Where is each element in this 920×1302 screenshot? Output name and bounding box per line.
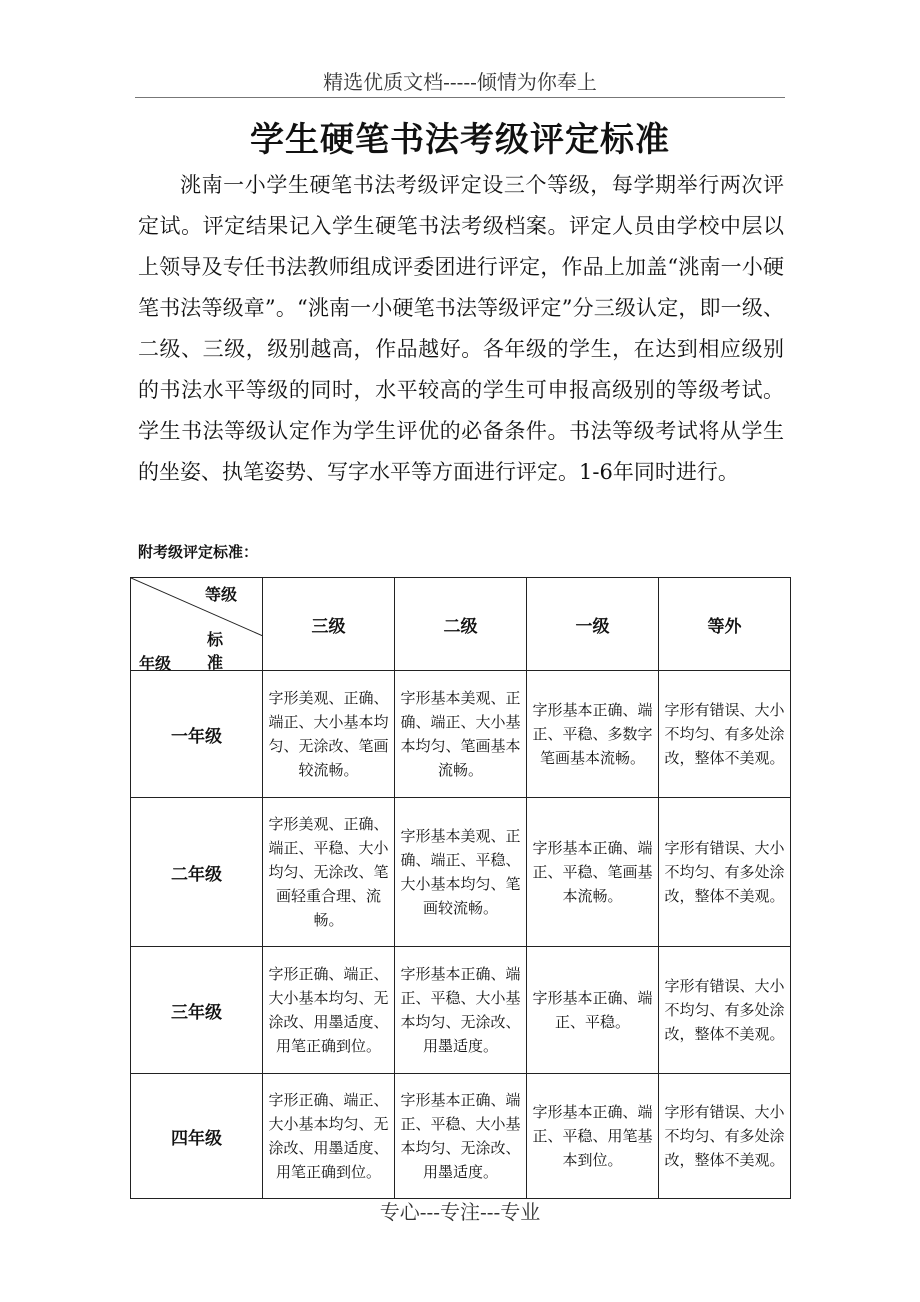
table-row: [131, 1074, 791, 1199]
table-cell: 字形基本正确、端正、平稳、大小基本均匀、无涂改、用墨适度。: [395, 1074, 527, 1199]
corner-label-year: 年级: [139, 654, 172, 673]
header-divider: [135, 97, 785, 98]
table-cell: 字形美观、正确、端正、大小基本均匀、无涂改、笔画较流畅。: [263, 671, 395, 798]
table-cell: 字形正确、端正、大小基本均匀、无涂改、用墨适度、用笔正确到位。: [263, 1074, 395, 1199]
diagonal-corner-cell: [131, 578, 263, 671]
table-cell: 字形有错误、大小不均匀、有多处涂改，整体不美观。: [659, 671, 791, 798]
page-header: 精选优质文档-----倾情为你奉上: [323, 70, 597, 94]
table-cell: 字形有错误、大小不均匀、有多处涂改，整体不美观。: [659, 947, 791, 1074]
column-header: 等外: [659, 578, 791, 671]
table-row: [131, 947, 791, 1074]
corner-label-standard: 标准: [207, 630, 238, 672]
table-caption: 附考级评定标准：: [138, 543, 259, 561]
corner-label-grade: 等级: [205, 585, 238, 604]
row-header: 三年级: [131, 947, 263, 1074]
column-header: 一级: [527, 578, 659, 671]
table-cell: 字形基本正确、端正、平稳、大小基本均匀、无涂改、用墨适度。: [395, 947, 527, 1074]
table-cell: 字形美观、正确、端正、平稳、大小均匀、无涂改、笔画轻重合理、流畅。: [263, 798, 395, 947]
table-cell: 字形基本正确、端正、平稳。: [527, 947, 659, 1074]
table-cell: 字形基本正确、端正、平稳、用笔基本到位。: [527, 1074, 659, 1199]
page-footer: 专心---专注---专业: [379, 1200, 541, 1224]
table-cell: 字形基本正确、端正、平稳、多数字笔画基本流畅。: [527, 671, 659, 798]
document-title: 学生硬笔书法考级评定标准: [250, 120, 670, 160]
row-header: 四年级: [131, 1074, 263, 1199]
column-header: 三级: [263, 578, 395, 671]
table-header-row: [131, 578, 791, 671]
row-header: 二年级: [131, 798, 263, 947]
table-cell: 字形正确、端正、大小基本均匀、无涂改、用墨适度、用笔正确到位。: [263, 947, 395, 1074]
row-header: 一年级: [131, 671, 263, 798]
table-cell: 字形有错误、大小不均匀、有多处涂改，整体不美观。: [659, 798, 791, 947]
table-row: [131, 671, 791, 798]
intro-paragraph: 洮南一小学生硬笔书法考级评定设三个等级，每学期举行两次评定试。评定结果记入学生硬笔书法考级档案。评定人员由学校中层以上领导及专任书法教师组成评委团进行评定，作品上加盖“洮南一小硬笔书法等级章”。“洮南一小硬笔书法等级评定”分三级认定，即一级、二级、三级，级别越高，作品越好。各年级的学生，在达到相应级别的书法水平等级的同时，水平较高的学生可申报高级别的等级考试。学生书法等级认定作为学生评优的必备条件。书法等级考试将从学生的坐姿、执笔姿势、写字水平等方面进行评定。1-6年同时进行。: [138, 173, 784, 484]
column-header: 二级: [395, 578, 527, 671]
table-cell: 字形基本美观、正确、端正、平稳、大小基本均匀、笔画较流畅。: [395, 798, 527, 947]
table-row: [131, 798, 791, 947]
table-cell: 字形有错误、大小不均匀、有多处涂改，整体不美观。: [659, 1074, 791, 1199]
table-cell: 字形基本美观、正确、端正、大小基本均匀、笔画基本流畅。: [395, 671, 527, 798]
grading-standards-table: [130, 577, 791, 1199]
table-cell: 字形基本正确、端正、平稳、笔画基本流畅。: [527, 798, 659, 947]
